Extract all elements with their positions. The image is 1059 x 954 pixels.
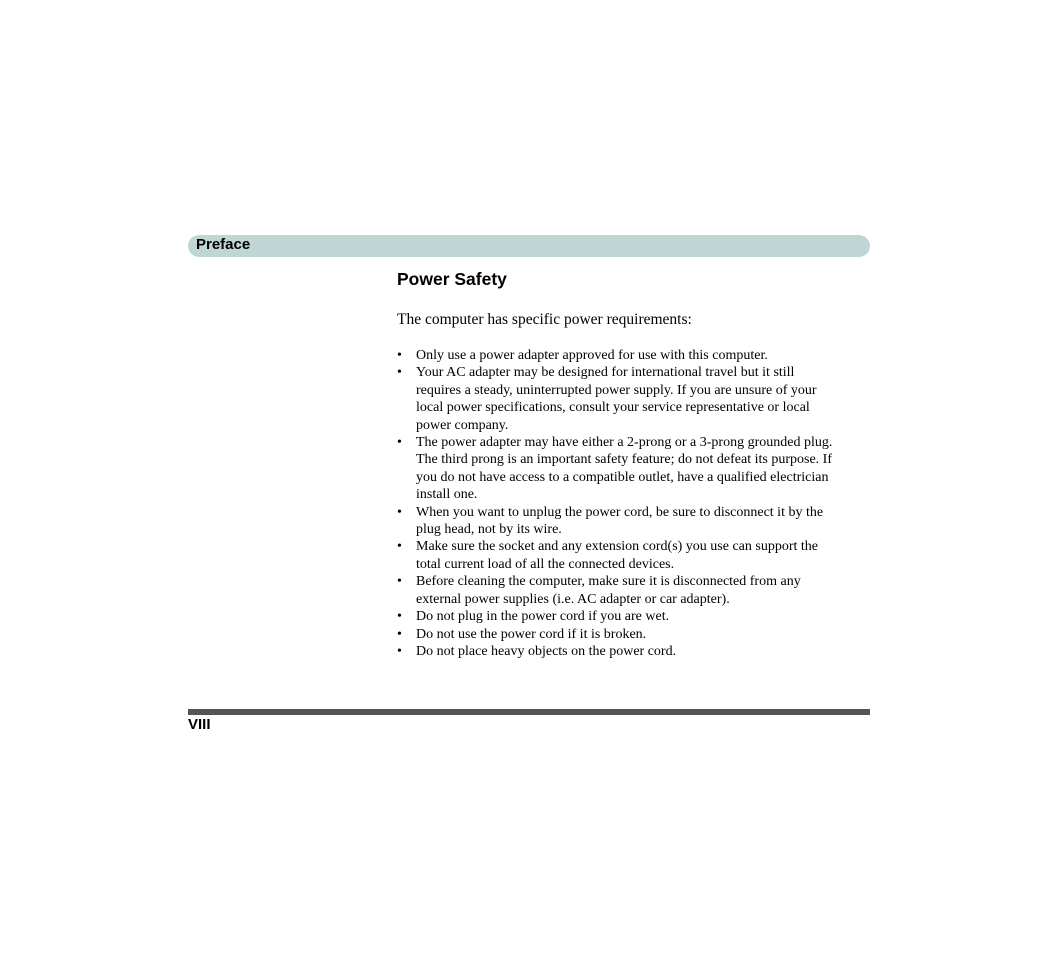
list-item-text: Do not use the power cord if it is broken. [416,626,647,642]
bullet-icon: • [397,348,402,363]
chapter-title: Preface [196,236,251,253]
list-item-text: Your AC adapter may be designed for international travel but it still requires a steady, uninterrupted power supply. If you are unsure of your local power specifications, consult your service representative or local power company. [416,365,817,433]
list-item-text: The power adapter may have either a 2-prong or a 3-prong grounded plug. The third prong is an important safety feature; do not defeat its purpose. If you do not have access to a compatible outlet, have a qualified electrician install one. [416,435,833,503]
list-item-text: When you want to unplug the power cord, be sure to disconnect it by the plug head, not by its wire. [416,504,824,538]
list-item [397,347,837,364]
bullet-list [397,347,837,660]
list-item [397,573,837,608]
page-number: VIII [188,716,211,733]
list-item [397,504,837,539]
list-item [397,538,837,573]
intro-text: The computer has specific power requirements: [397,311,692,328]
section-title: Power Safety [397,269,507,289]
bullet-icon: • [397,626,402,642]
bullet-icon: • [397,365,402,381]
list-item [397,626,837,643]
list-item-text: Before cleaning the computer, make sure it is disconnected from any external power supplies (i.e. AC adapter or car adapter). [416,574,801,607]
list-item [397,643,837,660]
bullet-icon: • [397,504,402,520]
list-item [397,608,837,625]
list-item-text: Do not place heavy objects on the power cord. [416,643,677,659]
list-item-text: Do not plug in the power cord if you are wet. [416,609,670,625]
bullet-icon: • [397,435,402,451]
list-item-text: Only use a power adapter approved for use with this computer. [416,348,768,363]
bullet-icon: • [397,643,402,659]
header-bar [188,235,870,257]
list-item-text: Make sure the socket and any extension cord(s) you use can support the total current load of all the connected devices. [416,539,818,572]
bullet-icon: • [397,539,402,555]
list-item [397,434,837,504]
bullet-icon: • [397,574,402,590]
bullet-icon: • [397,609,402,625]
list-item [397,364,837,434]
footer-rule [188,709,870,715]
